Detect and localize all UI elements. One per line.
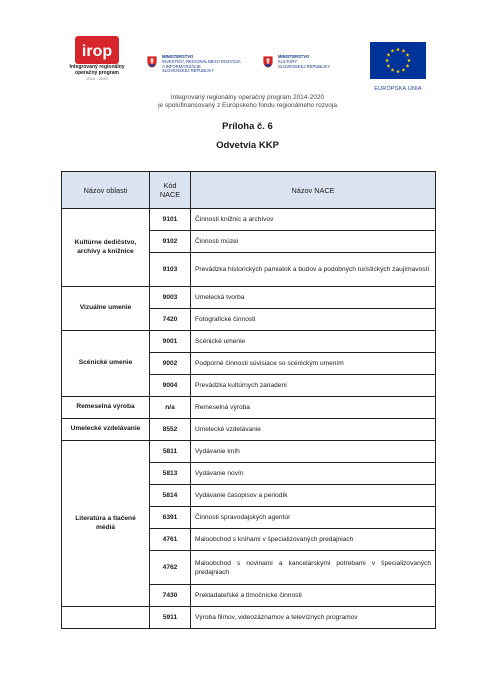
nace-name-cell: Maloobchod s knihami v špecializovaných predajniach	[191, 529, 436, 551]
nace-code-cell: 5911	[150, 607, 191, 629]
ministry1-line1: INVESTÍCIÍ, REGIONÁLNEHO ROZVOJA	[162, 58, 241, 64]
irop-tagline: Integrovaný regionálny operačný program	[69, 64, 125, 76]
nace-code-cell: 9004	[150, 375, 191, 397]
table-row	[62, 419, 436, 441]
nace-name-cell: Prekladateľské a tlmočnícke činnosti	[191, 585, 436, 607]
area-cell	[62, 441, 150, 607]
nace-code-cell: 9001	[150, 331, 191, 353]
nace-code-cell: 7420	[150, 309, 191, 331]
header-name: Názov NACE	[191, 172, 436, 209]
ministry2-head: MINISTERSTVO	[278, 54, 310, 59]
area-label-line: Vizuálne umenie	[79, 304, 132, 312]
eu-label: EURÓPSKA ÚNIA	[374, 86, 422, 92]
eu-flag-icon	[370, 42, 426, 79]
area-label-line: Kultúrne dedičstvo,	[74, 239, 137, 246]
nace-name-cell: Umelecká tvorba	[191, 287, 436, 309]
nace-name-cell: Podporné činnosti súvisiace so scénickým umením	[191, 353, 436, 375]
slovak-coat-of-arms-icon	[146, 55, 158, 69]
nace-name-cell: Vydávanie kníh	[191, 441, 436, 463]
area-label-line: Literatúra a tlačené	[75, 515, 136, 522]
ministry1-line2: A INFORMATIZÁCIE	[162, 63, 201, 69]
nace-name-cell: Prevádzka kultúrnych zariadení	[191, 375, 436, 397]
ministry2-line1: KULTÚRY	[278, 58, 298, 64]
area-label-line: Umelecké vzdelávanie	[70, 425, 141, 433]
table-body	[62, 209, 436, 629]
header-area: Názov oblasti	[62, 172, 150, 209]
nace-name-cell: Vydávanie novín	[191, 463, 436, 485]
cofinancing-note	[0, 94, 495, 110]
nace-name-cell: Vydávanie časopisov a periodík	[191, 485, 436, 507]
nace-name-cell: Činnosti múzeí	[191, 231, 436, 253]
cofinancing-line1: Integrovaný regionálny operačný program 2014-2020	[170, 94, 325, 101]
ministry2-line2: SLOVENSKEJ REPUBLIKY	[278, 63, 331, 69]
nace-code-cell: 9103	[150, 253, 191, 287]
area-cell	[62, 397, 150, 419]
irop-mark-text: irop	[81, 43, 113, 60]
irop-logo	[62, 36, 132, 81]
page-title: Odvetvia KKP	[216, 140, 279, 151]
ministry1-head: MINISTERSTVO	[162, 54, 194, 59]
nace-name-cell: Umelecké vzdelávanie	[191, 419, 436, 441]
nace-name-cell: Scénické umenie	[191, 331, 436, 353]
nace-name-cell: Činnosti spravodajských agentúr	[191, 507, 436, 529]
eu-logo	[370, 42, 426, 92]
nace-code-cell: 9101	[150, 209, 191, 231]
area-cell	[62, 209, 150, 287]
header-code-line1: Kód	[163, 181, 177, 190]
table-row	[62, 287, 436, 309]
nace-table	[61, 171, 436, 629]
table-row	[62, 397, 436, 419]
annex-label: Príloha č. 6	[222, 121, 273, 132]
table-header-row	[62, 172, 436, 209]
header-code	[150, 172, 191, 209]
area-cell	[62, 287, 150, 331]
nace-code-cell: 9102	[150, 231, 191, 253]
area-label-line: Remeselná výroba	[76, 403, 135, 411]
area-cell	[62, 607, 150, 629]
ministry1-line3: SLOVENSKEJ REPUBLIKY	[162, 68, 215, 74]
nace-name-cell: Činnosti knižníc a archívov	[191, 209, 436, 231]
table-row	[62, 441, 436, 463]
ministry-investment-logo	[146, 55, 241, 74]
nace-code-cell: 4762	[150, 551, 191, 585]
logo-strip	[0, 0, 495, 92]
nace-code-cell: 5814	[150, 485, 191, 507]
area-label-line: archívy a knižnice	[77, 247, 134, 255]
header-code-line2: NACE	[159, 190, 181, 199]
nace-code-cell: 7430	[150, 585, 191, 607]
nace-name-cell: Prevádzka historických pamiatok a budov a podobných turistických zaujímavostí	[191, 253, 436, 287]
irop-years: 2014 - 2020	[86, 76, 108, 81]
area-label-line: Scénické umenie	[78, 359, 133, 367]
nace-name-cell: Maloobchod s novinami a kancelárskymi potrebami v špecializovaných predajniach	[191, 551, 436, 585]
table-row	[62, 209, 436, 231]
nace-code-cell: n/a	[150, 397, 191, 419]
nace-code-cell: 9003	[150, 287, 191, 309]
table-row	[62, 331, 436, 353]
table-row	[62, 607, 436, 629]
irop-mark-icon	[75, 36, 119, 64]
cofinancing-line2: je spolufinancovaný z Európskeho fondu regionálneho rozvoja	[158, 102, 337, 109]
nace-code-cell: 6391	[150, 507, 191, 529]
area-cell	[62, 331, 150, 397]
area-label-line: médiá	[95, 523, 116, 531]
slovak-coat-of-arms-icon	[262, 55, 274, 69]
nace-code-cell: 4761	[150, 529, 191, 551]
nace-name-cell: Remeselná výroba	[191, 397, 436, 419]
ministry-culture-logo	[262, 55, 330, 69]
nace-name-cell: Fotografické činnosti	[191, 309, 436, 331]
nace-code-cell: 8552	[150, 419, 191, 441]
nace-name-cell: Výroba filmov, videozáznamov a televíznych programov	[191, 607, 436, 629]
area-cell	[62, 419, 150, 441]
nace-code-cell: 5813	[150, 463, 191, 485]
nace-code-cell: 9002	[150, 353, 191, 375]
nace-code-cell: 5811	[150, 441, 191, 463]
